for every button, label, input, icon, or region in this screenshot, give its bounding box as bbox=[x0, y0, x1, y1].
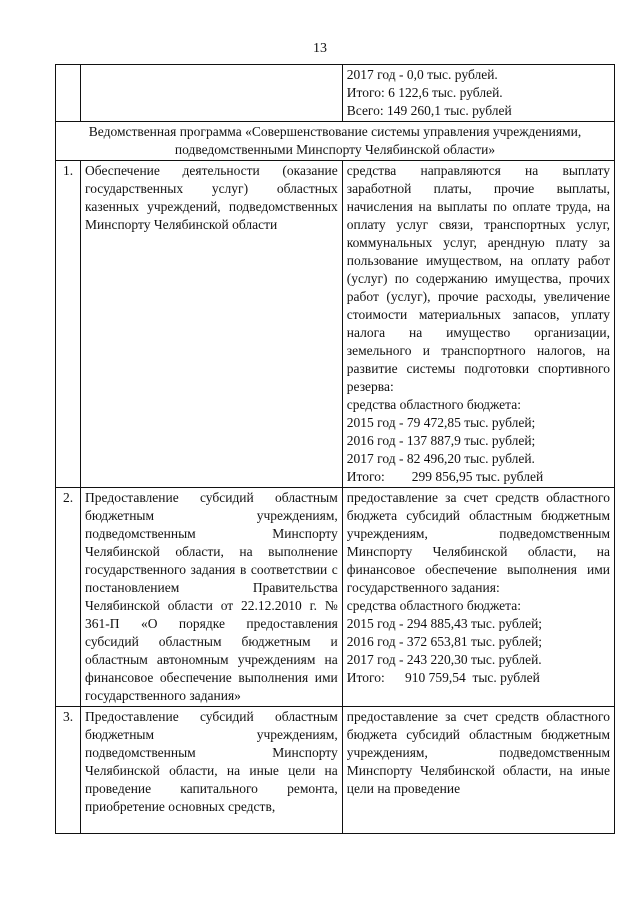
year-amount: 2016 год - 372 653,81 тыс. рублей; bbox=[346, 634, 543, 649]
year-amount: 2015 год - 294 885,43 тыс. рублей; bbox=[346, 616, 543, 631]
description-text: средства направляются на выплату заработной платы, прочие выплаты, начисления на выплаты по оплате труда, на оплату услуг связи, транспортных услуг, коммунальных услуг, арендную плату за пользование имуществом, на оплату работ (услуг) по содержанию имущества, прочих работ (услуг), прочие расходы, увеличение стоимости материальных запасов, уплату налога на имущество организации, земельного и транспортного налогов, на развитие системы подготовки спортивного резерва: bbox=[346, 163, 610, 394]
program-table bbox=[55, 64, 615, 834]
row-number: 1. bbox=[56, 161, 81, 488]
table-row bbox=[56, 65, 615, 122]
summary-line: Итого: 6 122,6 тыс. рублей. bbox=[346, 85, 503, 100]
table-row bbox=[56, 161, 615, 488]
summary-line: Всего: 149 260,1 тыс. рублей bbox=[346, 103, 512, 118]
row-number: 2. bbox=[56, 488, 81, 707]
empty-cell bbox=[81, 65, 343, 122]
page-number: 13 bbox=[313, 41, 327, 56]
section-header-row bbox=[56, 122, 615, 161]
section-title: Ведомственная программа «Совершенствование системы управления учреждениями, подведомственными Минспорту Челябинской области» bbox=[56, 122, 615, 161]
year-amount: 2017 год - 243 220,30 тыс. рублей. bbox=[346, 652, 542, 667]
table-row bbox=[56, 707, 615, 834]
description-cell bbox=[342, 707, 614, 834]
total-amount: Итого: 299 856,95 тыс. рублей bbox=[346, 469, 544, 484]
empty-cell bbox=[56, 65, 81, 122]
activity-text: Предоставление субсидий областным бюджетным учреждениям, подведомственным Минспорту Челябинской области, на иные цели на проведение капитального ремонта, приобретение основных средств, bbox=[85, 709, 338, 814]
activity-cell bbox=[81, 707, 343, 834]
activity-text: Предоставление субсидий областным бюджетным учреждениям, подведомственным Минспорту Челябинской области, на выполнение государственного задания в соответствии с постановлением Правительства Челябинской области от 22.12.2010 г. № 361-П «О порядке предоставления субсидий областным бюджетным и областным автономным учреждениям на финансовое обеспечение выполнения ими государственного задания» bbox=[81, 488, 343, 707]
description-text: предоставление за счет средств областного бюджета субсидий областным бюджетным учреждениям, подведомственным Минспорту Челябинской области, на финансовое обеспечение выполнения ими государственного задания: bbox=[346, 490, 610, 595]
table-row bbox=[56, 488, 615, 707]
total-amount: Итого: 910 759,54 тыс. рублей bbox=[346, 670, 540, 685]
year-amount: 2016 год - 137 887,9 тыс. рублей; bbox=[346, 433, 536, 448]
description-cell bbox=[342, 488, 614, 707]
description-cell bbox=[342, 161, 614, 488]
description-text: предоставление за счет средств областного бюджета субсидий областным бюджетным учреждениям, подведомственным Минспорту Челябинской области, на иные цели на проведение bbox=[346, 709, 610, 796]
budget-label: средства областного бюджета: bbox=[346, 598, 521, 613]
year-amount: 2015 год - 79 472,85 тыс. рублей; bbox=[346, 415, 536, 430]
summary-line: 2017 год - 0,0 тыс. рублей. bbox=[346, 67, 498, 82]
budget-label: средства областного бюджета: bbox=[346, 397, 521, 412]
funding-summary-cell bbox=[342, 65, 614, 122]
activity-text: Обеспечение деятельности (оказание государственных услуг) областных казенных учреждений, подведомственных Минспорту Челябинской области bbox=[81, 161, 343, 488]
year-amount: 2017 год - 82 496,20 тыс. рублей. bbox=[346, 451, 535, 466]
row-number: 3. bbox=[56, 707, 81, 834]
